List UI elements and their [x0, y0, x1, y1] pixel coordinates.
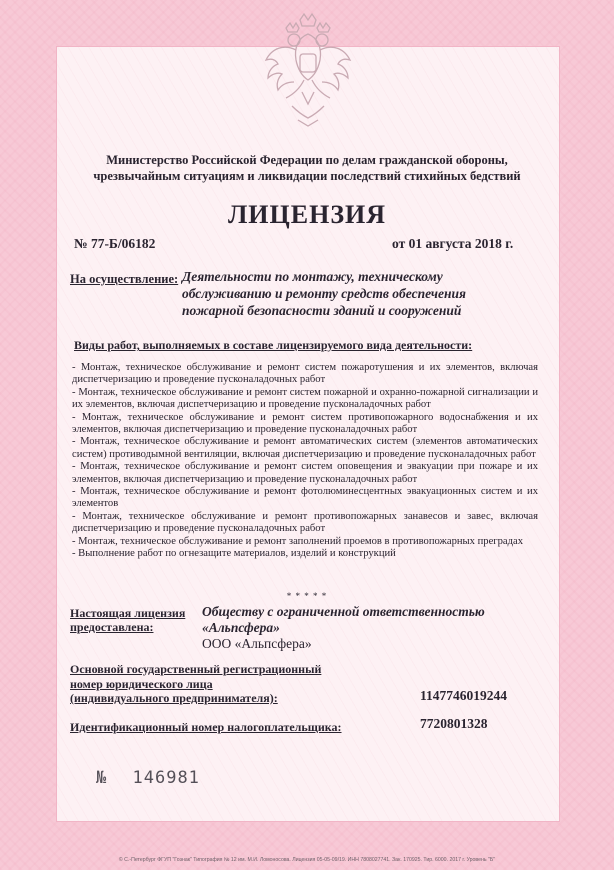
coat-of-arms-emblem: [262, 10, 354, 132]
work-item: - Монтаж, техническое обслуживание и ремонт заполнений проемов в противопожарных преградах: [72, 535, 524, 547]
ogrn-value: 1147746019244: [420, 688, 508, 703]
works-heading: Виды работ, выполняемых в составе лицензируемого вида деятельности:: [74, 338, 473, 352]
grantee-label: Настоящая лицензия предоставлена:: [70, 606, 186, 634]
inn-label: Идентификационный номер налогоплательщика:: [70, 720, 342, 734]
ogrn-label-line-3: (индивидуального предпринимателя):: [70, 691, 278, 705]
work-item: - Монтаж, техническое обслуживание и ремонт противопожарных занавесов и завес, включая диспетчеризацию и проведение пусконаладочных работ: [72, 510, 538, 535]
work-item: - Монтаж, техническое обслуживание и ремонт систем противопожарного водоснабжения и их элементов, включая диспетчеризацию и проведение пусконаладочных работ: [72, 411, 538, 436]
work-item: - Монтаж, техническое обслуживание и ремонт систем оповещения и эвакуации при пожаре и их элементов, включая диспетчеризацию и проведение пусконаладочных работ: [72, 461, 538, 485]
works-separator: * * * * *: [286, 591, 328, 601]
works-list: [72, 362, 538, 561]
ogrn-label-line-1: Основной государственный регистрационный: [70, 662, 322, 676]
license-number: № 77-Б/06182: [74, 236, 156, 251]
blank-serial-number: [96, 768, 200, 788]
ogrn-label: [70, 662, 350, 706]
license-date: от 01 августа 2018 г.: [392, 236, 514, 251]
document-title: ЛИЦЕНЗИЯ: [227, 200, 387, 229]
printer-footer: © С.-Петербург ФГУП "Гознак" Типография № 12 им. М.И. Ломоносова. Лицензия 05-05-09/19. ИНН 7808027741. Зак. 170925. Тир. 6000. 2017 г. Уровень "Б": [118, 857, 496, 863]
implementation-label: На осуществление:: [70, 272, 179, 286]
serial-number: 146981: [132, 768, 200, 788]
work-item: - Выполнение работ по огнезащите материалов, изделий и конструкций: [72, 548, 396, 560]
work-item: - Монтаж, техническое обслуживание и ремонт систем пожарной и охранно-пожарной сигнализации и их элементов, включая диспетчеризацию и проведение пусконаладочных работ: [72, 386, 538, 411]
inn-value: 7720801328: [420, 716, 488, 731]
work-item: - Монтаж, техническое обслуживание и ремонт автоматических систем (элементов автоматических систем) противодымной вентиляции, включая диспетчеризацию и проведение пусконаладочных работ: [72, 436, 538, 460]
grantee-full-name: Обществу с ограниченной ответственностью «Альпсфера»: [202, 604, 485, 635]
implementation-value: Деятельности по монтажу, техническому обслуживанию и ремонту средств обеспечения пожарной безопасности зданий и сооружений: [182, 269, 466, 318]
work-item: - Монтаж, техническое обслуживание и ремонт фотолюминесцентных эвакуационных систем и их элементов: [72, 486, 538, 510]
work-item: - Монтаж, техническое обслуживание и ремонт систем пожаротушения и их элементов, включая диспетчеризацию и проведение пусконаладочных работ: [72, 362, 538, 386]
grantee-short-name: ООО «Альпсфера»: [202, 636, 312, 651]
ogrn-label-line-2: номер юридического лица: [70, 676, 213, 691]
ministry-line-2: чрезвычайным ситуациям и ликвидации последствий стихийных бедствий: [93, 169, 521, 183]
serial-prefix: №: [96, 768, 108, 788]
ministry-line-1: Министерство Российской Федерации по делам гражданской обороны,: [106, 153, 508, 167]
ministry-name: [0, 152, 614, 184]
